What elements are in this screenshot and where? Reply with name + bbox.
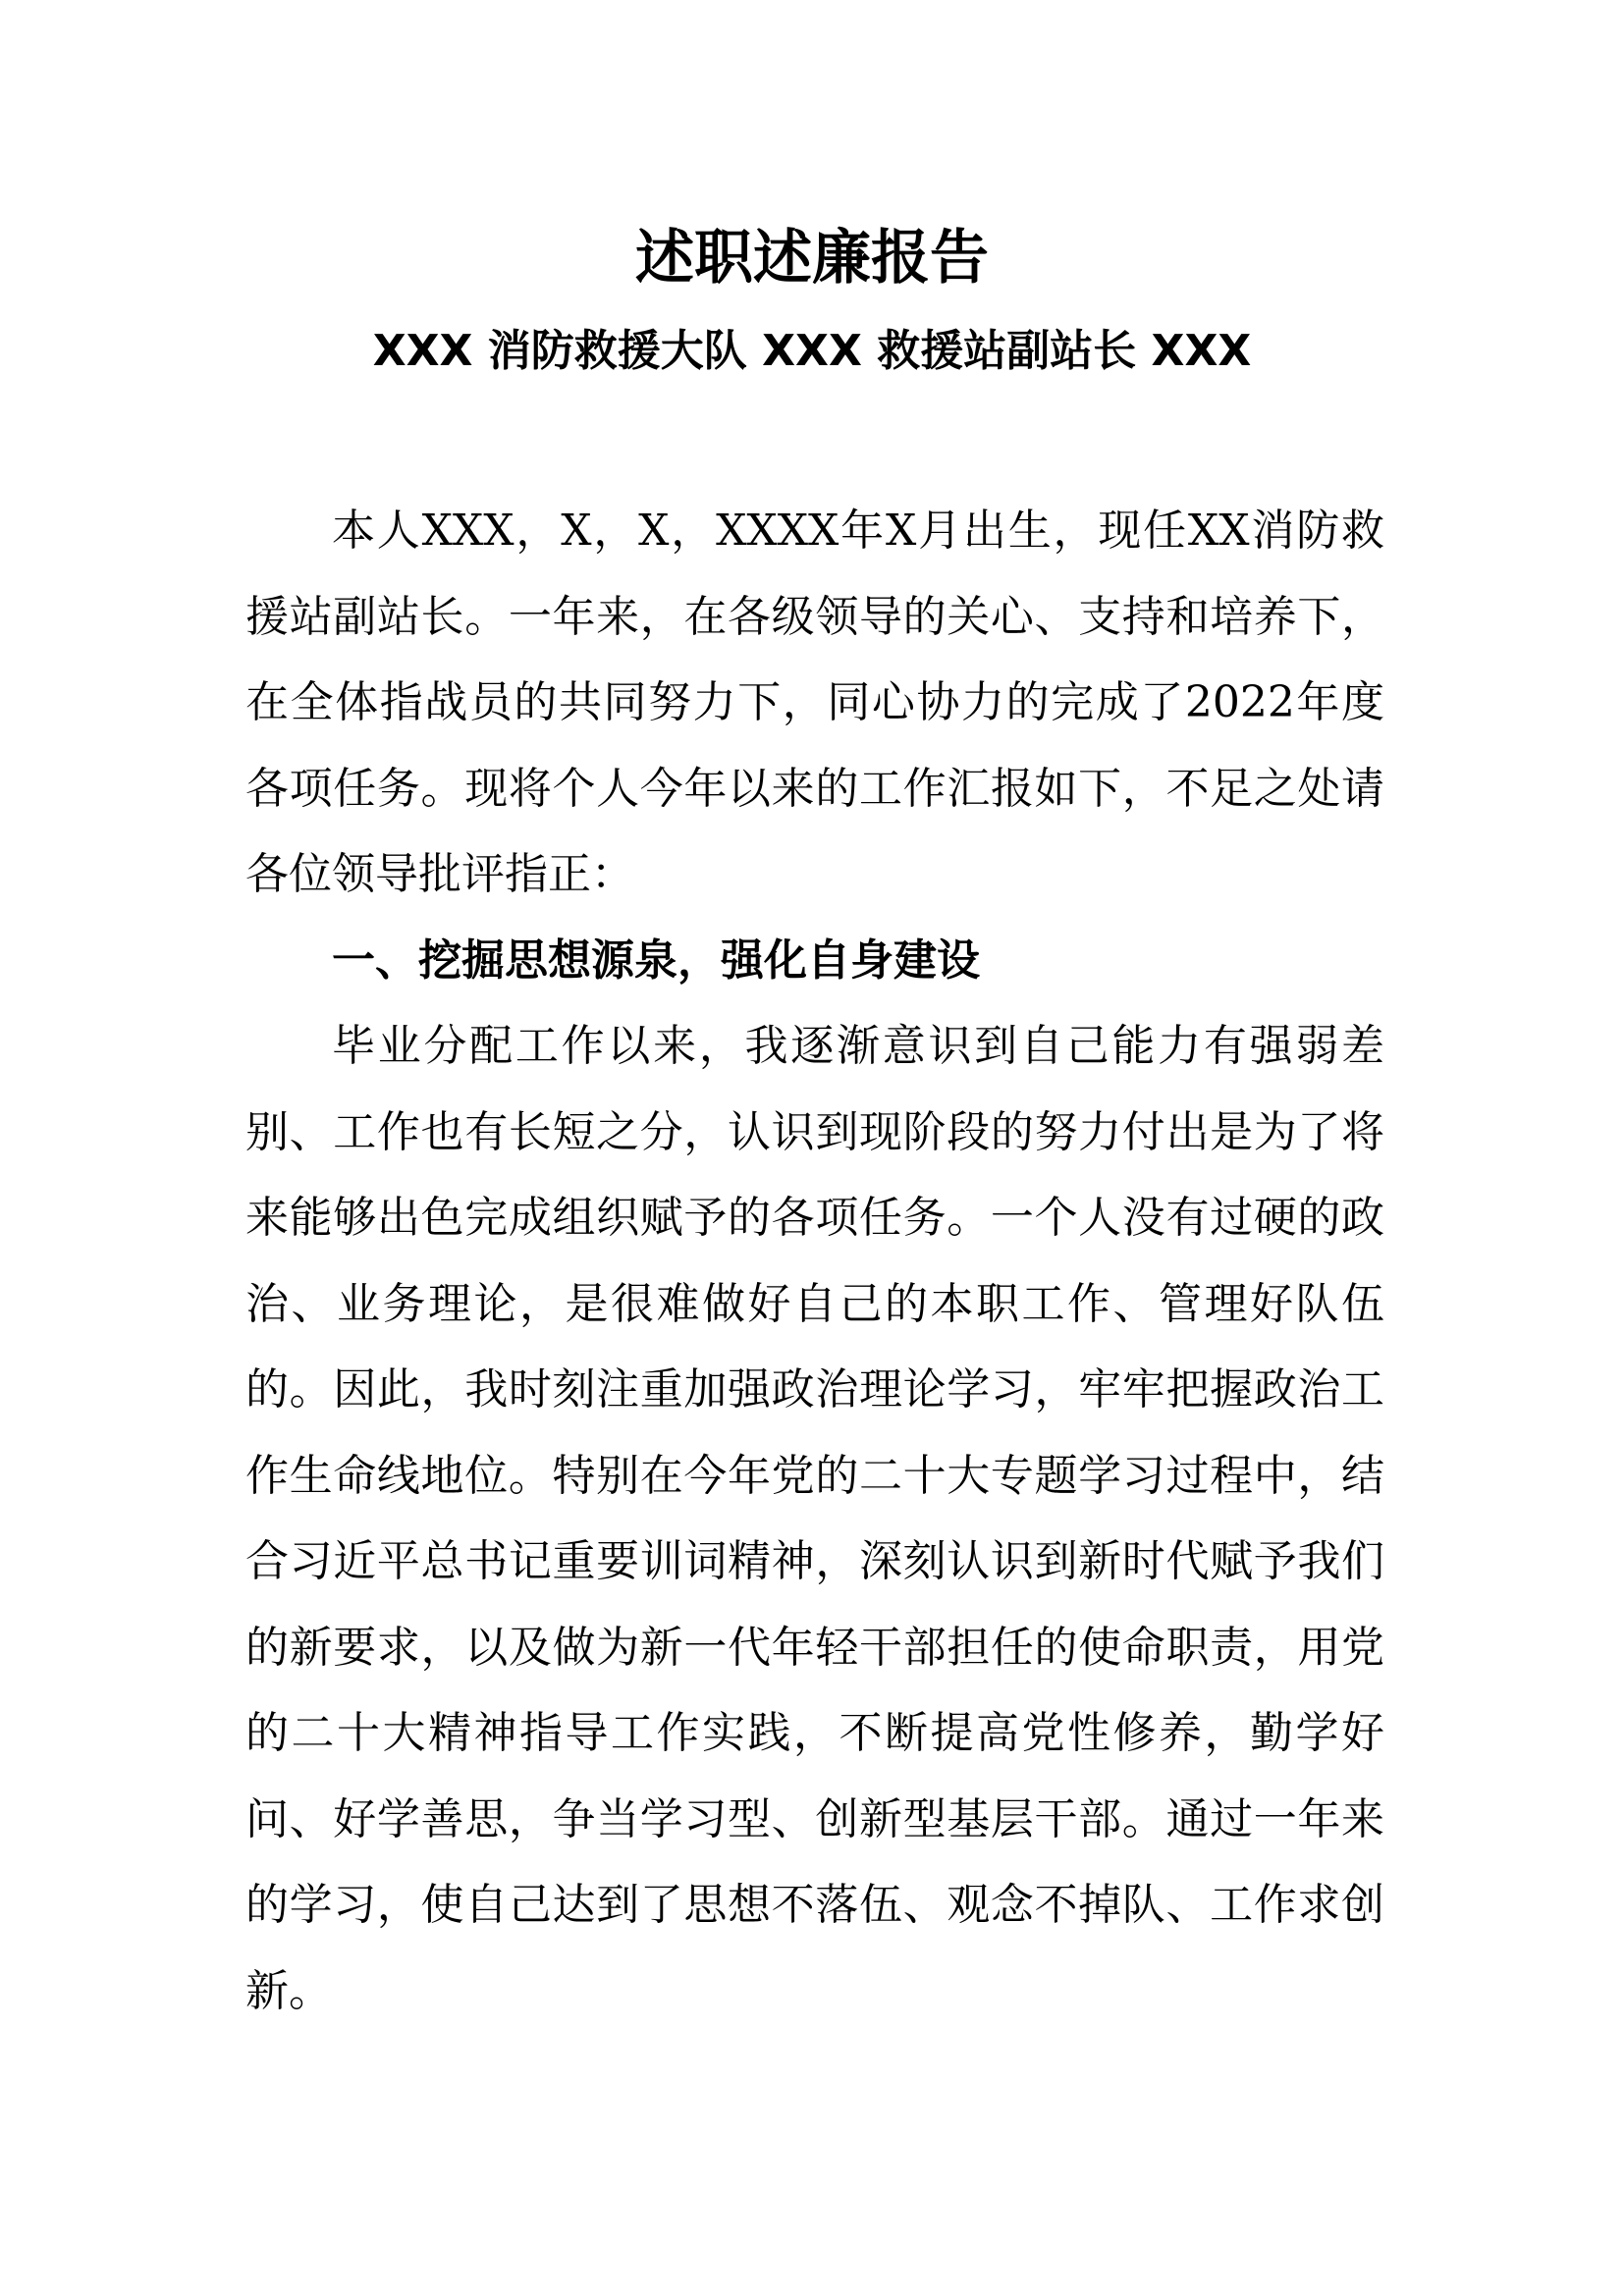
section-heading: 一、挖掘思想源泉，强化自身建设 — [332, 934, 980, 986]
document-subtitle: XXX 消防救援大队 XXX 救援站副站长 XXX — [372, 326, 1252, 376]
document-body — [245, 488, 1384, 2034]
document-title: 述职述廉报告 — [635, 224, 989, 293]
section-paragraph: 毕业分配工作以来，我逐渐意识到自己能力有强弱差别、工作也有长短之分，认识到现阶段的努力付出是为了将来能够出色完成组织赋予的各项任务。一个人没有过硬的政治、业务理论，是很难做好自己的本职工作、管理好队伍的。因此，我时刻注重加强政治理论学习，牢牢把握政治工作生命线地位。特别在今年党的二十大专题学习过程中，结合习近平总书记重要训词精神，深刻认识到新时代赋予我们的新要求，以及做为新一代年轻干部担任的使命职责，用党的二十大精神指导工作实践，不断提高党性修养，勤学好问、好学善思，争当学习型、创新型基层干部。通过一年来的学习，使自己达到了思想不落伍、观念不掉队、工作求创新。 — [245, 1021, 1384, 2016]
intro-paragraph: 本人XXX，X，X，XXXX年X月出生，现任XX消防救援站副站长。一年来，在各级领导的关心、支持和培养下，在全体指战员的共同努力下，同心协力的完成了2022年度各项任务。现将个人今年以来的工作汇报如下，不足之处请各位领导批评指正： — [245, 506, 1384, 899]
